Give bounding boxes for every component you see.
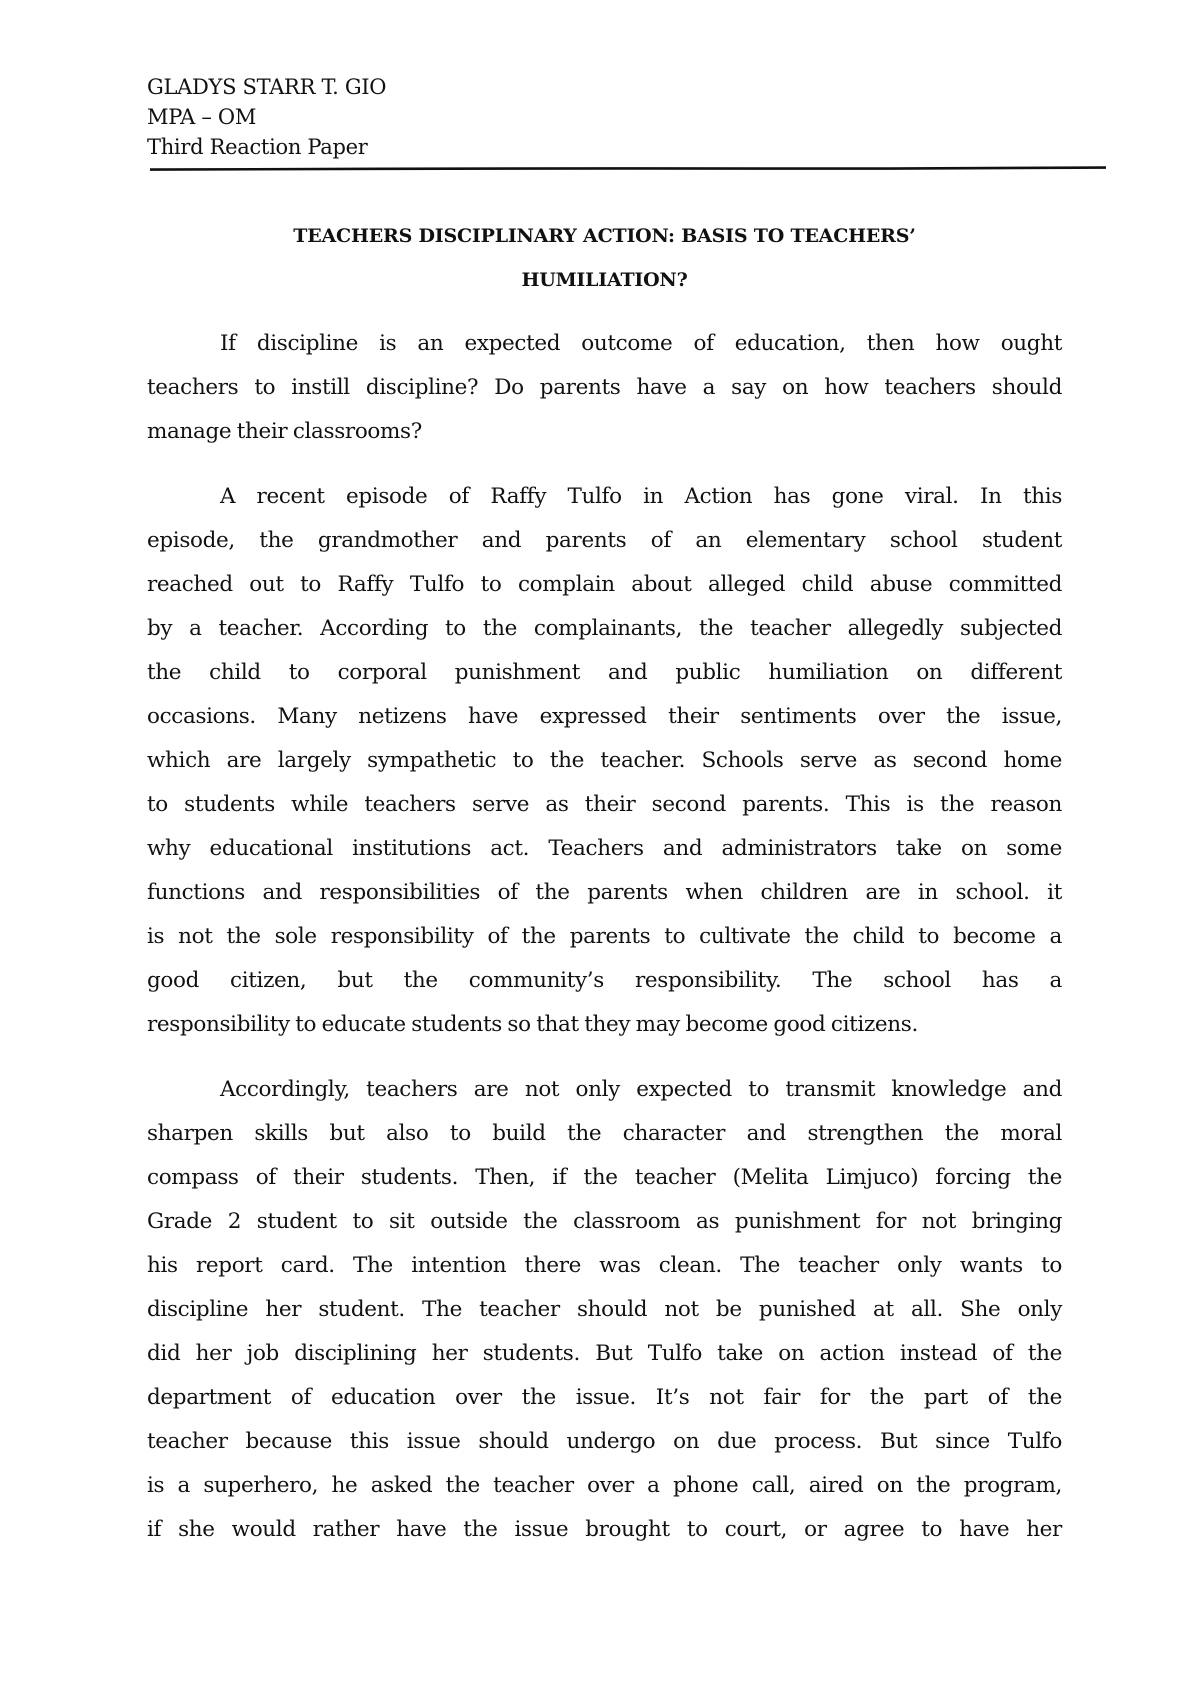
paragraph-line: teachers to instill discipline? Do parents have a say on how teachers should xyxy=(147,375,1062,400)
paragraph-line: the child to corporal punishment and public humiliation on different xyxy=(147,660,1062,685)
paragraph-line: functions and responsibilities of the parents when children are in school. it xyxy=(147,880,1062,905)
paragraph-line: manage their classrooms? xyxy=(147,419,422,444)
title-line-2: HUMILIATION? xyxy=(521,269,688,291)
paragraph-line: his report card. The intention there was clean. The teacher only wants to xyxy=(147,1253,1062,1278)
paragraph-line: is a superhero, he asked the teacher over a phone call, aired on the program, xyxy=(147,1473,1062,1498)
paragraph-line: to students while teachers serve as their second parents. This is the reason xyxy=(147,792,1062,817)
document-label: Third Reaction Paper xyxy=(147,135,368,159)
document-header xyxy=(147,72,1047,162)
paragraph-line: by a teacher. According to the complainants, the teacher allegedly subjected xyxy=(147,616,1062,641)
paragraph-line: sharpen skills but also to build the character and strengthen the moral xyxy=(147,1121,1062,1146)
paragraph-line: department of education over the issue. It’s not fair for the part of the xyxy=(147,1385,1062,1410)
paragraph-line: which are largely sympathetic to the teacher. Schools serve as second home xyxy=(147,748,1062,773)
author-name: GLADYS STARR T. GIO xyxy=(147,75,387,99)
paragraph-line: A recent episode of Raffy Tulfo in Action has gone viral. In this xyxy=(220,484,1062,509)
document-title xyxy=(147,214,1062,302)
paragraph-line: responsibility to educate students so that they may become good citizens. xyxy=(147,1012,918,1037)
title-line-1: TEACHERS DISCIPLINARY ACTION: BASIS TO TEACHERS’ xyxy=(293,225,916,247)
paragraph-line: Accordingly, teachers are not only expected to transmit knowledge and xyxy=(220,1077,1062,1102)
paragraph-3 xyxy=(147,1068,1062,1552)
paragraph-1 xyxy=(147,322,1062,454)
paragraph-line: compass of their students. Then, if the teacher (Melita Limjuco) forcing the xyxy=(147,1165,1062,1190)
paragraph-line: occasions. Many netizens have expressed their sentiments over the issue, xyxy=(147,704,1062,729)
paragraph-line: did her job disciplining her students. But Tulfo take on action instead of the xyxy=(147,1341,1062,1366)
paragraph-line: is not the sole responsibility of the parents to cultivate the child to become a xyxy=(147,924,1062,949)
paragraph-line: teacher because this issue should undergo on due process. But since Tulfo xyxy=(147,1429,1062,1454)
paragraph-2 xyxy=(147,475,1062,1047)
paragraph-line: reached out to Raffy Tulfo to complain about alleged child abuse committed xyxy=(147,572,1062,597)
program-name: MPA – OM xyxy=(147,105,257,129)
paragraph-line: why educational institutions act. Teachers and administrators take on some xyxy=(147,836,1062,861)
paragraph-line: if she would rather have the issue brought to court, or agree to have her xyxy=(147,1517,1062,1542)
paragraph-line: Grade 2 student to sit outside the classroom as punishment for not bringing xyxy=(147,1209,1062,1234)
paragraph-line: If discipline is an expected outcome of education, then how ought xyxy=(220,331,1062,356)
paragraph-line: good citizen, but the community’s responsibility. The school has a xyxy=(147,968,1062,993)
paragraph-line: discipline her student. The teacher should not be punished at all. She only xyxy=(147,1297,1062,1322)
paragraph-line: episode, the grandmother and parents of an elementary school student xyxy=(147,528,1062,553)
header-divider xyxy=(150,166,1106,169)
